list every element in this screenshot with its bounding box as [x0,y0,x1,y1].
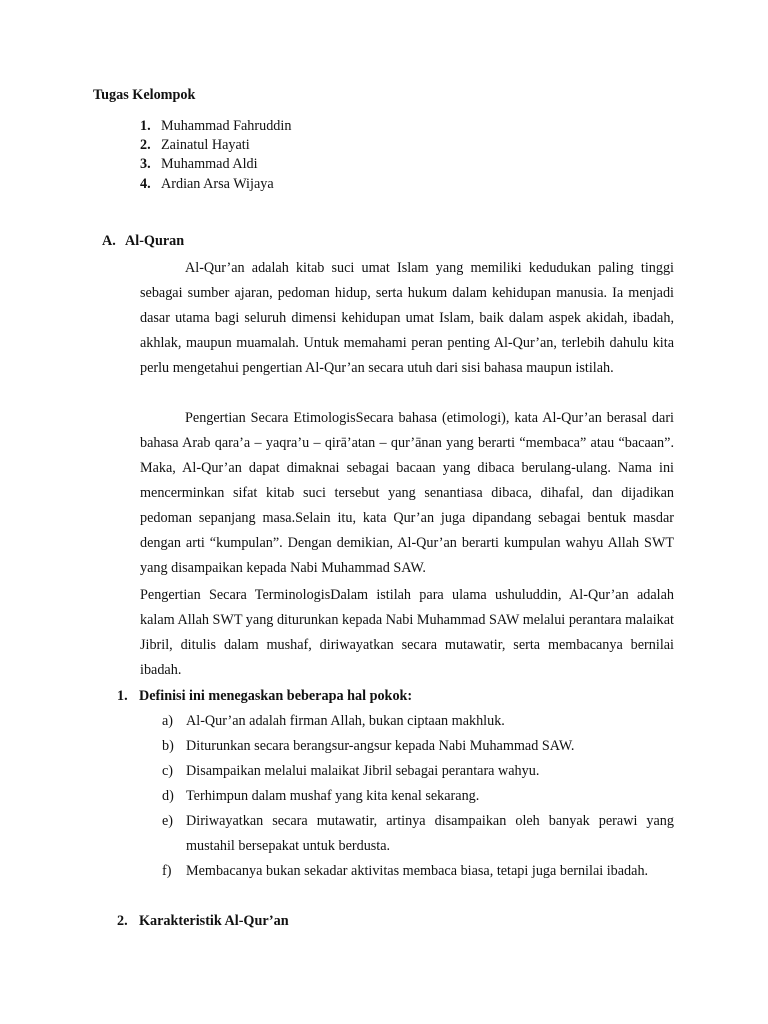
list-number: 1. [140,118,151,134]
section-title: Al-Quran [125,233,185,249]
list-item [140,174,274,194]
member-name: Muhammad Aldi [161,156,258,172]
point-number: 1. [117,688,128,704]
section-letter: A. [102,233,116,249]
list-item [162,809,674,859]
paragraph-terminology: Pengertian Secara TerminologisDalam istilah para ulama ushuluddin, Al-Qur’an adalah kalam Allah SWT yang diturunkan kepada Nabi Muhammad SAW melalui perantara malaikat Jibril, ditulis dalam mushaf, diriwayatkan secara mutawatir, serta membacanya bernilai ibadah. [140,587,674,678]
point-label: Definisi ini menegaskan beberapa hal pokok: [139,688,413,704]
paragraph-etymology: Pengertian Secara EtimologisSecara bahasa (etimologi), kata Al-Qur’an berasal dari bahasa Arab qara’a – yaqra’u – qirā’atan – qur’ānan yang berarti “membaca” atau “bacaan”. Maka, Al-Qur’an dapat dimaknai sebagai bacaan yang dibaca berulang-ulang. Nama ini mencerminkan sifat kitab suci tersebut yang senantiasa dibaca, dihafal, dan dijadikan pedoman sepanjang masa.Selain itu, kata Qur’an juga dipandang sebagai bentuk masdar dengan arti “kumpulan”. Dengan demikian, Al-Qur’an berarti kumpulan wahyu Allah SWT yang disampaikan kepada Nabi Muhammad SAW. [140,410,674,576]
list-item [162,734,674,759]
member-name: Muhammad Fahruddin [161,118,292,134]
item-marker: c) [162,763,174,779]
item-text: Membacanya bukan sekadar aktivitas membaca biasa, tetapi juga bernilai ibadah. [186,863,649,879]
list-number: 3. [140,156,151,172]
point-heading [117,909,289,934]
item-marker: f) [162,863,172,879]
member-name: Zainatul Hayati [161,137,250,153]
item-text: Disampaikan melalui malaikat Jibril sebagai perantara wahyu. [186,763,540,779]
document-title: Tugas Kelompok [93,87,196,103]
item-text: Al-Qur’an adalah firman Allah, bukan ciptaan makhluk. [186,713,505,729]
item-marker: b) [162,738,174,754]
member-name: Ardian Arsa Wijaya [161,176,274,192]
list-number: 2. [140,137,151,153]
list-item [162,759,674,784]
item-text: Diriwayatkan secara mutawatir, artinya disampaikan oleh banyak perawi yang mustahil bersepakat untuk berdusta. [186,813,674,854]
item-marker: e) [162,813,174,829]
section-heading [102,233,184,250]
list-item [162,784,674,809]
item-text: Diturunkan secara berangsur-angsur kepada Nabi Muhammad SAW. [186,738,575,754]
list-item [140,154,258,174]
list-item [162,709,674,734]
paragraph-intro: Al-Qur’an adalah kitab suci umat Islam yang memiliki kedudukan paling tinggi sebagai sumber ajaran, pedoman hidup, serta hukum dalam kehidupan manusia. Ia menjadi dasar utama bagi seluruh dimensi kehidupan umat Islam, baik dalam aspek akidah, ibadah, akhlak, maupun muamalah. Untuk memahami peran penting Al-Qur’an, terlebih dahulu kita perlu mengetahui pengertian Al-Qur’an secara utuh dari sisi bahasa maupun istilah. [140,260,674,376]
point-heading [117,684,412,709]
list-item [162,859,674,884]
list-item [140,135,250,155]
list-item [140,116,291,136]
item-text: Terhimpun dalam mushaf yang kita kenal sekarang. [186,788,480,804]
item-marker: a) [162,713,174,729]
point-label: Karakteristik Al-Qur’an [139,913,289,929]
point-number: 2. [117,913,128,929]
list-number: 4. [140,176,151,192]
item-marker: d) [162,788,174,804]
